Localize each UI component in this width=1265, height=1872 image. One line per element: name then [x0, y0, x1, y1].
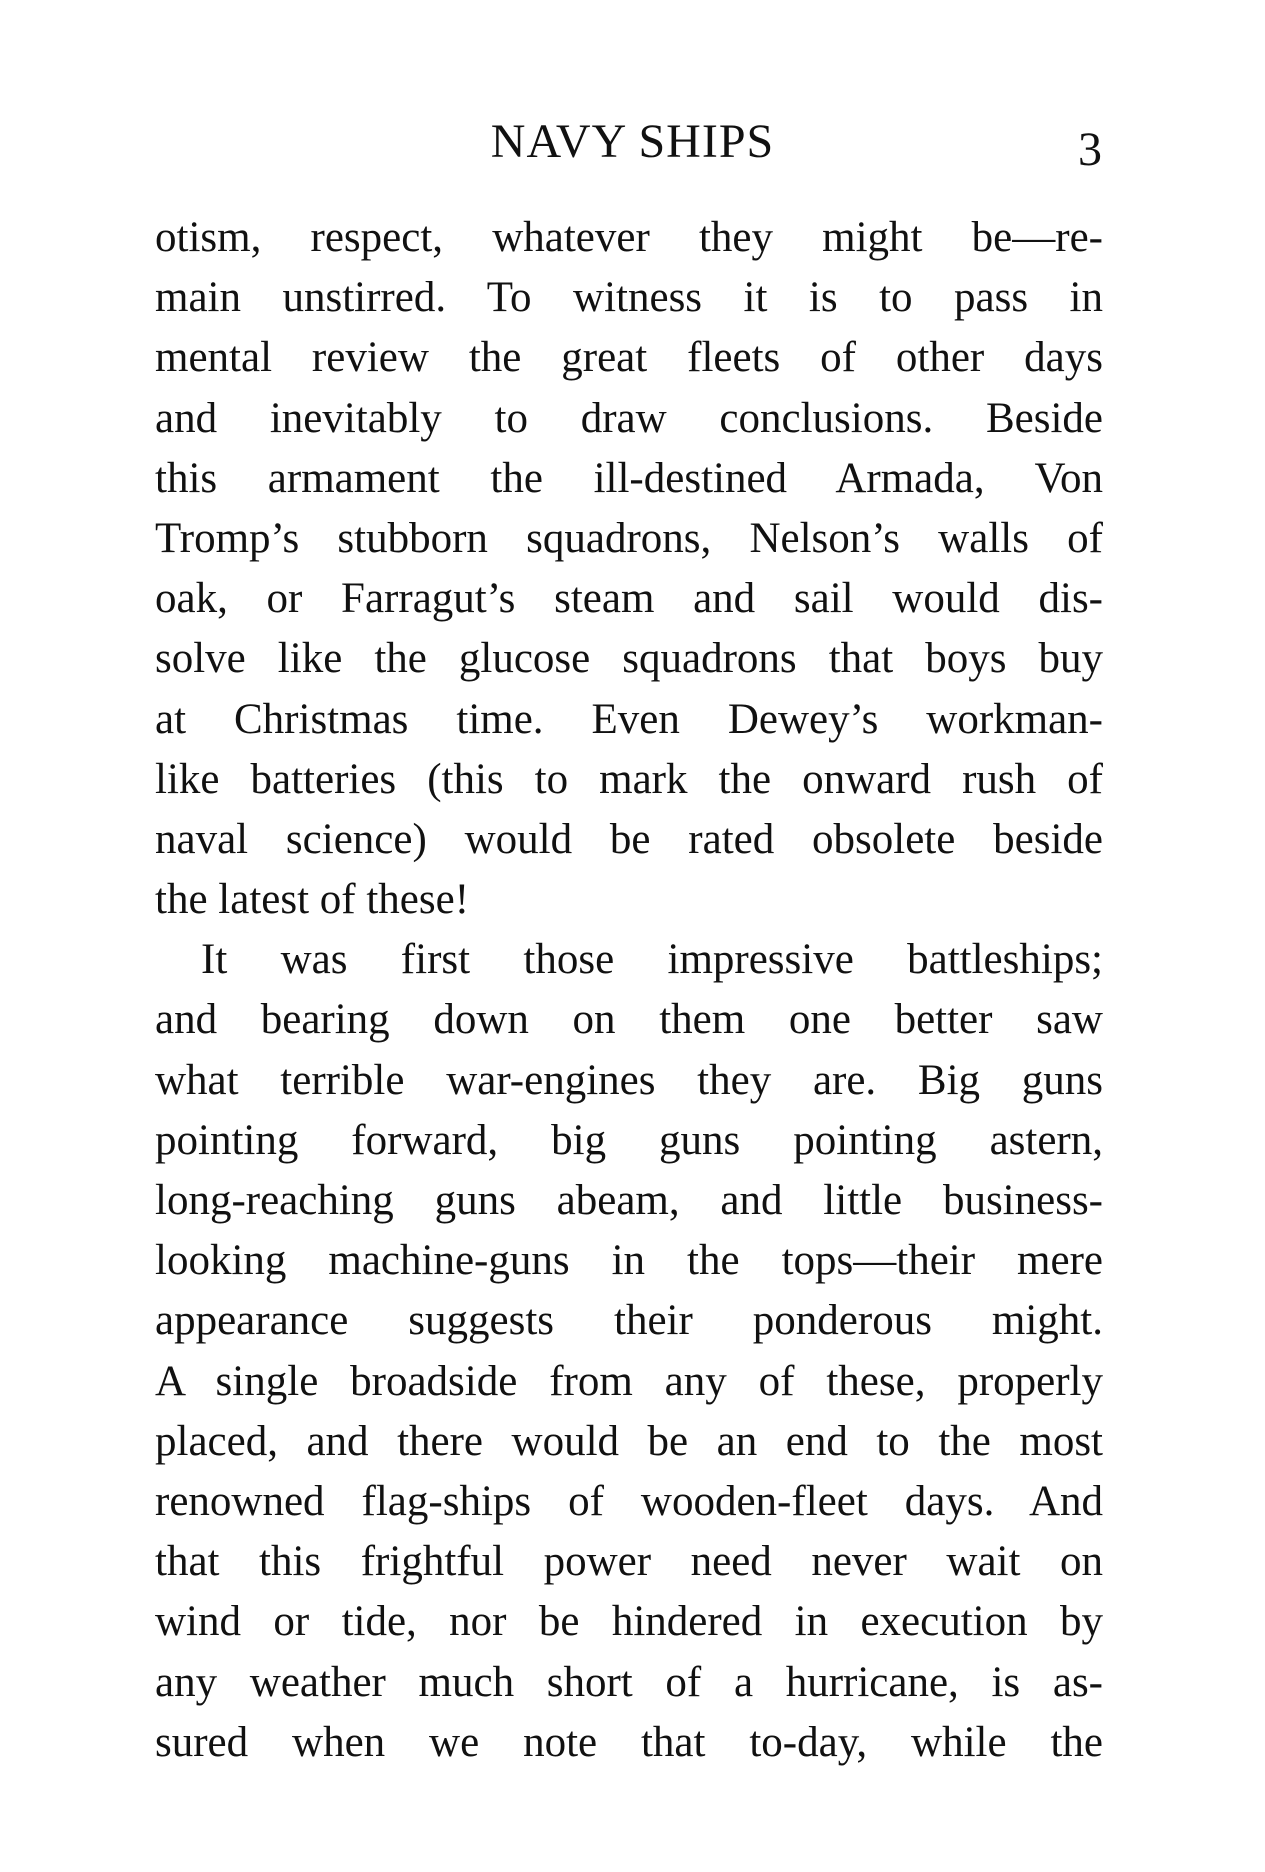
text-line: renowned flag-ships of wooden-fleet days. And	[155, 1477, 1103, 1525]
text-line: solve like the glucose squadrons that boys buy	[155, 635, 1103, 683]
text-line: appearance suggests their ponderous might.	[155, 1297, 1103, 1345]
text-line: otism, respect, whatever they might be—re-	[155, 214, 1103, 261]
text-line: mental review the great fleets of other days	[155, 334, 1103, 382]
text-line: and bearing down on them one better saw	[155, 996, 1103, 1044]
text-line: looking machine-guns in the tops—their mere	[155, 1237, 1103, 1285]
text-line: and inevitably to draw conclusions. Beside	[155, 394, 1103, 442]
text-line: like batteries (this to mark the onward rush of	[155, 755, 1103, 803]
text-line: at Christmas time. Even Dewey’s workman-	[155, 695, 1103, 743]
text-line-paragraph-end: the latest of these!	[155, 876, 470, 924]
text-line: sured when we note that to-day, while the	[155, 1718, 1103, 1766]
text-line: Tromp’s stubborn squadrons, Nelson’s walls of	[155, 514, 1103, 562]
text-line: A single broadside from any of these, properly	[155, 1357, 1103, 1405]
running-title: NAVY SHIPS	[490, 115, 775, 168]
text-line: naval science) would be rated obsolete beside	[155, 815, 1103, 863]
text-line: long-reaching guns abeam, and little business-	[155, 1177, 1103, 1224]
text-line: placed, and there would be an end to the most	[155, 1417, 1103, 1465]
text-line: pointing forward, big guns pointing astern,	[155, 1116, 1103, 1164]
text-line: oak, or Farragut’s steam and sail would dis-	[155, 575, 1103, 623]
text-line: any weather much short of a hurricane, is as-	[155, 1658, 1103, 1706]
text-line: main unstirred. To witness it is to pass in	[155, 274, 1103, 322]
text-line: wind or tide, nor be hindered in execution by	[155, 1598, 1103, 1646]
page-number: 3	[1078, 123, 1102, 176]
body-text	[155, 208, 1103, 1773]
text-line-paragraph-start: It was first those impressive battleships;	[201, 936, 1103, 984]
text-line: this armament the ill-destined Armada, Von	[155, 454, 1103, 502]
text-line: that this frightful power need never wait on	[155, 1538, 1103, 1586]
text-line: what terrible war-engines they are. Big guns	[155, 1056, 1103, 1104]
